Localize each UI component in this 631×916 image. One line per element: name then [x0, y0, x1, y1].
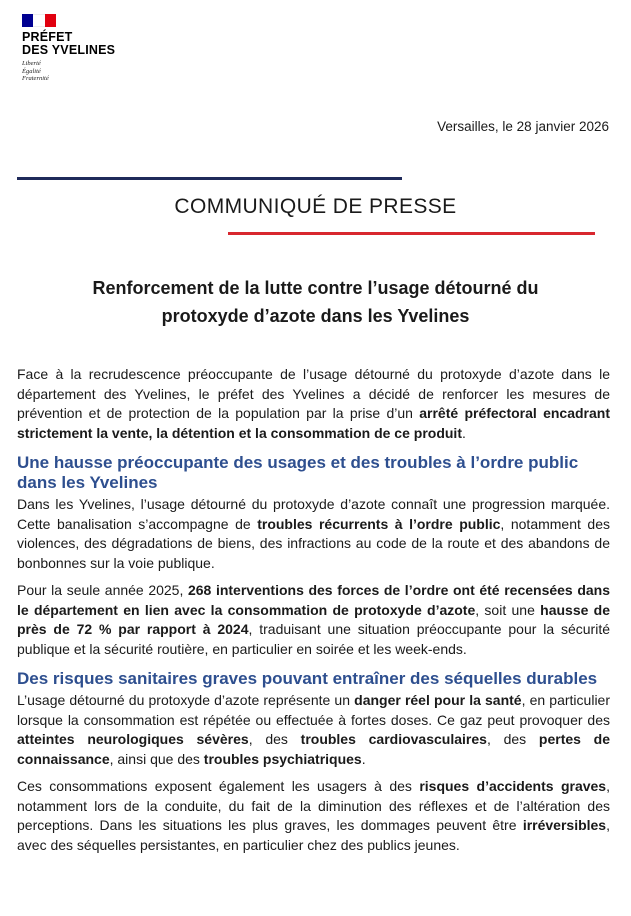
bold-text: danger réel pour la santé [354, 692, 522, 708]
section1-paragraph2 [17, 581, 610, 659]
text-run: , traduisant une situation préoccupante pour la sécurité publique et la sécurité routière, en particulier en soirée et les week-ends. [17, 621, 610, 657]
bold-text: troubles cardiovasculaires [300, 731, 487, 747]
text-run: . [461, 424, 466, 441]
text-run: Face à la recrudescence préoccupante de l’usage détourné du protoxyde d’azote dans le département des Yvelines, le préfet des Yvelines a décidé de renforcer les mesures de prévention et de protection de la population par la prise d’un [17, 366, 610, 421]
bold-text: atteintes neurologiques sévères [17, 731, 249, 747]
text-run: , ainsi que des [109, 750, 204, 767]
bold-text: troubles récurrents à l’ordre public [257, 515, 501, 532]
text-run: Pour la seule année 2025, [17, 582, 188, 598]
bold-text: irréversibles [522, 817, 607, 833]
headline-line1: Renforcement de la lutte contre l’usage détourné du [92, 278, 539, 298]
text-run: , notamment des violences, des dégradations de biens, des infractions au code de la route et des abandons de bonbonnes sur la voie publique. [17, 515, 610, 571]
logo-line2: DES YVELINES [22, 43, 116, 57]
text-run: , avec des séquelles persistantes, en particulier chez des publics jeunes. [17, 817, 610, 853]
republic-motto [22, 60, 115, 83]
text-run: , en particulier lorsque la consommation est répétée ou effectuée à fortes doses. Ce gaz peut provoquer des [17, 692, 611, 728]
text-run: , soit une [475, 601, 541, 618]
text-run: , des [486, 731, 539, 747]
press-release-title: COMMUNIQUÉ DE PRESSE [174, 195, 457, 218]
bold-text: pertes de connaissance [17, 731, 611, 767]
motto-liberte: Liberté [22, 60, 41, 67]
text-run: . [361, 750, 366, 767]
section2-heading: Des risques sanitaires graves pouvant entraîner des séquelles durables [17, 669, 598, 688]
section1-paragraph1 [17, 495, 610, 573]
divider-blue [17, 177, 402, 180]
logo-title [22, 31, 115, 57]
headline-line2: protoxyde d’azote dans les Yvelines [161, 306, 470, 326]
motto-fraternite: Fraternité [22, 75, 49, 82]
bold-text: risques d’accidents graves [419, 778, 607, 794]
text-run: Dans les Yvelines, l’usage détourné du protoxyde d’azote connaît une progression marquée. Cette banalisation s’accompagne de [17, 496, 610, 532]
section1-heading: Une hausse préoccupante des usages et des troubles à l’ordre public dans les Yvelines [17, 453, 579, 492]
divider-red [228, 232, 595, 235]
section2-paragraph2 [17, 777, 610, 855]
body-content [17, 365, 610, 863]
headline [40, 274, 591, 330]
prefecture-logo [22, 14, 115, 83]
bold-text: troubles psychiatriques [203, 750, 362, 767]
text-run: , notamment lors de la conduite, du fait de la diminution des réflexes et de l’altération des perceptions. Dans les situations les plus graves, les dommages peuvent être [17, 778, 610, 833]
bold-text: arrêté préfectoral encadrant strictement la vente, la détention et la consommation de ce produit [17, 405, 611, 441]
text-run: , des [248, 731, 301, 747]
text-run: Ces consommations exposent également les usagers à des [17, 778, 420, 794]
logo-line1: PRÉFET [22, 30, 73, 44]
bold-text: hausse de près de 72 % par rapport à 2024 [17, 601, 611, 637]
text-run: L’usage détourné du protoxyde d’azote représente un [17, 692, 355, 708]
intro-paragraph [17, 365, 610, 443]
bold-text: 268 interventions des forces de l’ordre ont été recensées dans le département en lien avec la consommation de protoxyde d’azote [17, 582, 610, 618]
date-line: Versailles, le 28 janvier 2026 [437, 119, 609, 134]
french-flag-icon [22, 14, 56, 27]
section2-paragraph1 [17, 691, 610, 769]
motto-egalite: Égalité [22, 67, 41, 75]
